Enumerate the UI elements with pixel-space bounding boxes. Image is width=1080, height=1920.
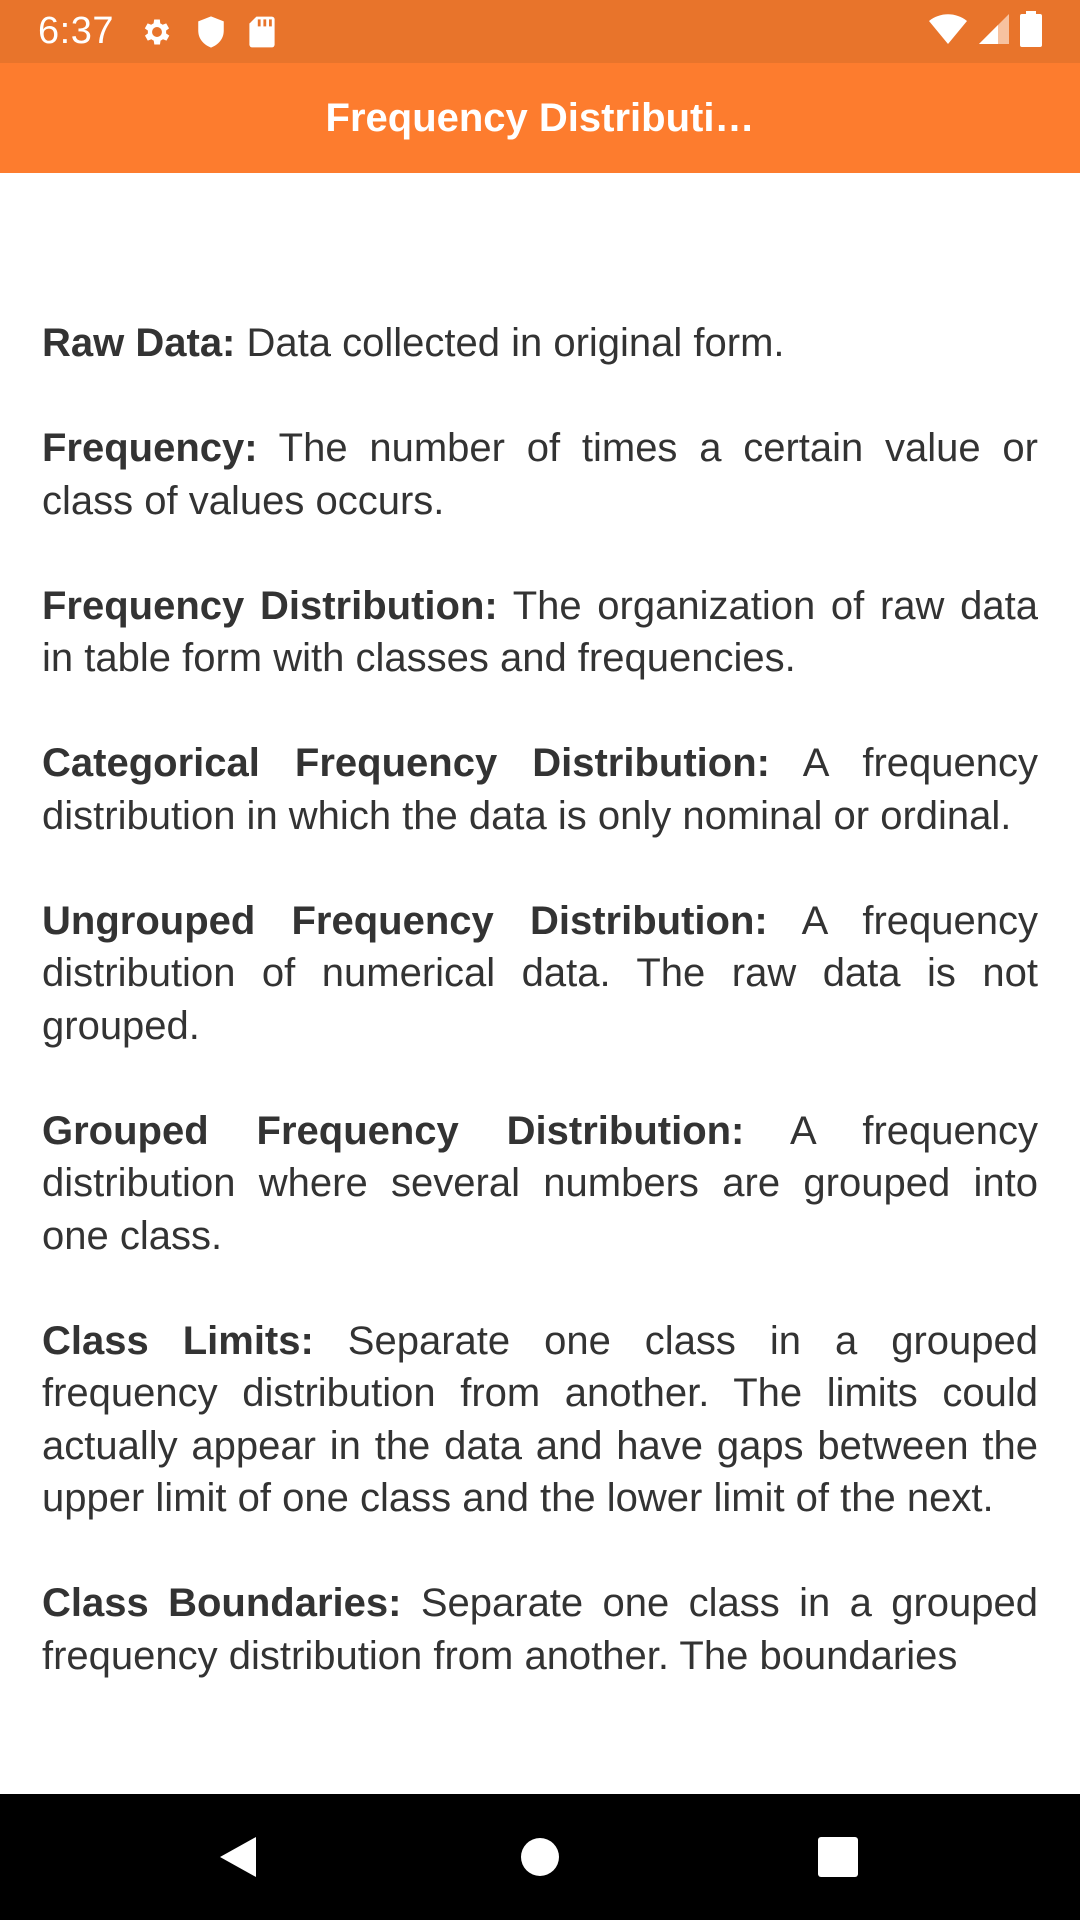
content-scroll-area[interactable] [0, 173, 1080, 1794]
definition-term: Raw Data: [42, 321, 236, 365]
definition-frequency-distribution [42, 580, 1038, 685]
definition-text: A frequency distribution of numerical data. The raw data is not grouped. [42, 898, 1039, 1048]
definition-term: Frequency Distribution: [42, 583, 498, 628]
settings-icon [140, 15, 174, 49]
page-title: Frequency Distributi… [325, 95, 755, 140]
definition-text: Separate one class in a grouped frequency distribution from another. The boundaries [42, 1581, 1038, 1678]
wifi-icon [928, 13, 968, 50]
status-bar [0, 0, 1080, 63]
definition-class-limits [42, 1315, 1038, 1525]
definition-class-boundaries [42, 1577, 1038, 1682]
definition-term: Categorical Frequency Distribution: [42, 741, 770, 785]
definition-term: Ungrouped Frequency Distribution: [42, 898, 768, 943]
definition-text: The organization of raw data in table form with classes and frequencies. [42, 583, 1038, 680]
app-bar [0, 63, 1080, 173]
recents-icon [818, 1837, 858, 1877]
definition-grouped-frequency-distribution [42, 1105, 1038, 1263]
navigation-bar [0, 1794, 1080, 1920]
definition-ungrouped-frequency-distribution [42, 895, 1038, 1053]
definition-categorical-frequency-distribution [42, 737, 1038, 842]
signal-icon [978, 13, 1010, 50]
definition-text: The number of times a certain value or class of values occurs. [42, 426, 1038, 523]
back-button[interactable] [178, 1794, 298, 1920]
definition-term: Class Limits: [42, 1318, 314, 1363]
status-left-icons [140, 15, 276, 49]
recents-button[interactable] [778, 1794, 898, 1920]
definition-text: A frequency distribution where several numbers are grouped into one class. [42, 1108, 1038, 1258]
definition-raw-data [42, 317, 1038, 370]
shield-icon [196, 15, 226, 49]
definition-text: Separate one class in a grouped frequency distribution from another. The limits could actually appear in the data and have gaps between the upper limit of one class and the lower limit of the next. [42, 1318, 1039, 1520]
definition-term: Grouped Frequency Distribution: [42, 1108, 745, 1153]
definition-text: A frequency distribution in which the data is only nominal or ordinal. [42, 741, 1038, 838]
definitions-list [42, 317, 1038, 1735]
definition-term: Class Boundaries: [42, 1581, 402, 1625]
definition-frequency [42, 422, 1038, 527]
battery-icon [1020, 11, 1042, 52]
definition-text: Data collected in original form. [235, 321, 785, 365]
back-icon [216, 1833, 260, 1881]
status-time: 6:37 [38, 10, 114, 52]
home-icon [520, 1837, 560, 1877]
sd-card-icon [248, 15, 276, 49]
status-right-icons [928, 0, 1042, 63]
definition-term: Frequency: [42, 426, 258, 470]
home-button[interactable] [480, 1794, 600, 1920]
